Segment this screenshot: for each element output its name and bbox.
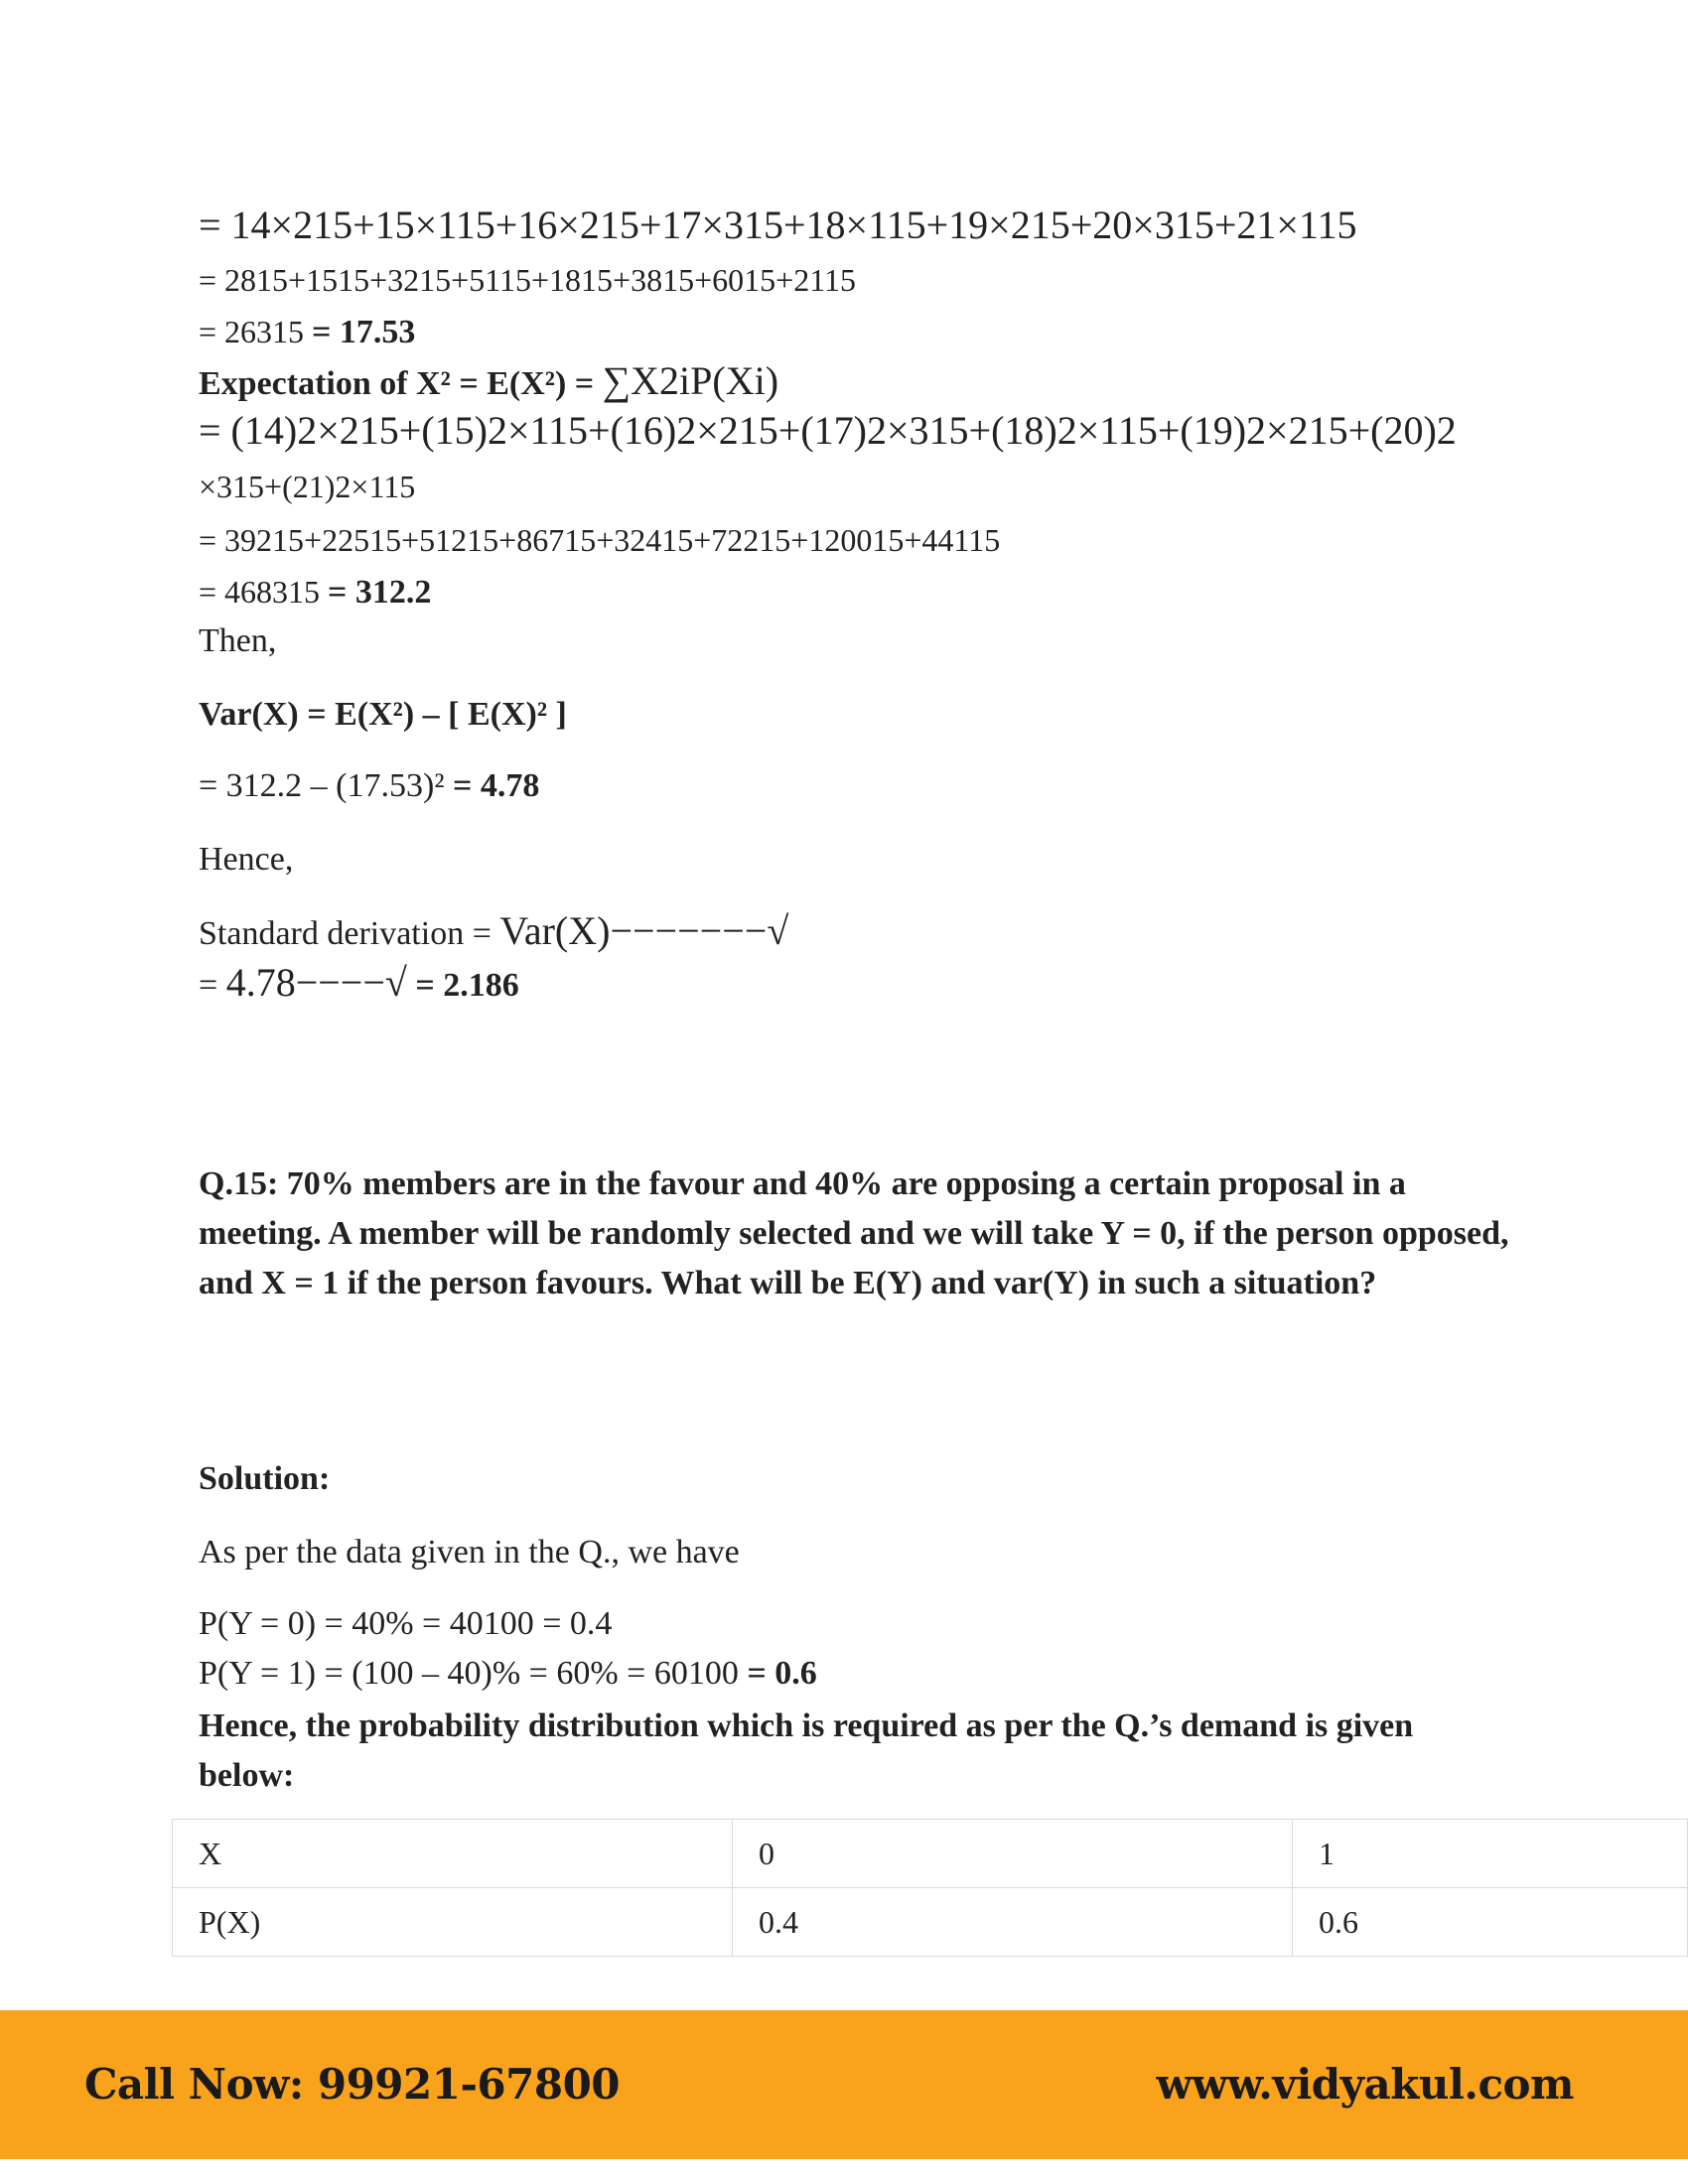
probability-y0: P(Y = 0) = 40% = 40100 = 0.4 [199,1605,613,1642]
footer-banner [0,2010,1688,2159]
sd-eq: = [199,967,226,1004]
sd-sqrt-value: 4.78−−−−√ [225,960,407,1005]
table-cell: 0.4 [733,1888,1293,1957]
sd-value: = 2.186 [406,967,519,1004]
table-cell: 0 [733,1820,1293,1888]
expectation-x2-step-1: = (14)2×215+(15)2×115+(16)2×215+(17)2×315+(18)2×115+(19)2×215+(20)2 [199,408,1457,453]
expectation-value: = 17.53 [312,314,416,350]
table-row [173,1888,1688,1957]
expectation-x2-step-2: = 39215+22515+51215+86715+32415+72215+120015+44115 [199,522,1001,558]
expectation-fraction: = 26315 [199,314,313,349]
variance-expression: = 312.2 – (17.53)² [199,767,454,804]
table-cell: P(X) [173,1888,733,1957]
standard-deviation-formula [199,909,788,956]
expectation-x2-step-1-cont: ×315+(21)2×115 [199,469,416,504]
website-link[interactable]: www.vidyakul.com [1156,2060,1574,2109]
table-cell: 0.6 [1293,1888,1688,1957]
expectation-step-2: = 2815+1515+3215+5115+1815+3815+6015+2115 [199,262,856,298]
expectation-x2-formula: ∑X2iP(Xi) [602,358,779,403]
table-cell: X [173,1820,733,1888]
probability-y1-expression: P(Y = 1) = (100 – 40)% = 60% = 60100 [199,1655,748,1692]
standard-deviation-result [199,961,519,1008]
sd-label: Standard derivation = [199,915,500,952]
table-cell: 1 [1293,1820,1688,1888]
probability-distribution-table [172,1819,1688,1957]
sd-sqrt-expression: Var(X)−−−−−−−√ [499,908,789,953]
table-row [173,1820,1688,1888]
variance-formula: Var(X) = E(X²) – [ E(X)² ] [199,696,567,733]
expectation-x2-heading [199,359,778,406]
probability-y1 [199,1652,817,1696]
variance-result [199,764,539,808]
expectation-x2-label: Expectation of X² = E(X²) = [199,365,603,402]
then-text: Then, [199,622,277,659]
solution-heading: Solution: [199,1460,331,1497]
distribution-intro: Hence, the probability distribution which is required as per the Q.’s demand is given below: [199,1707,1414,1794]
hence-text: Hence, [199,841,294,878]
call-now-text: Call Now: 99921-67800 [84,2060,621,2109]
solution-intro: As per the data given in the Q., we have [199,1534,740,1570]
expectation-x2-fraction: = 468315 [199,574,329,610]
question-15: Q.15: 70% members are in the favour and 40% are opposing a certain proposal in a meeting. A member will be randomly selected and we will take Y = 0, if the person opposed, and X = 1 if the person favours. What will be E(Y) and var(Y) in such a situation? [199,1165,1509,1301]
expectation-result [199,310,415,354]
expectation-step-1: = 14×215+15×115+16×215+17×315+18×115+19×215+20×315+21×115 [199,203,1357,247]
expectation-x2-result [199,570,431,614]
probability-y1-value: = 0.6 [747,1655,817,1692]
expectation-x2-value: = 312.2 [328,574,432,611]
variance-value: = 4.78 [453,767,540,804]
